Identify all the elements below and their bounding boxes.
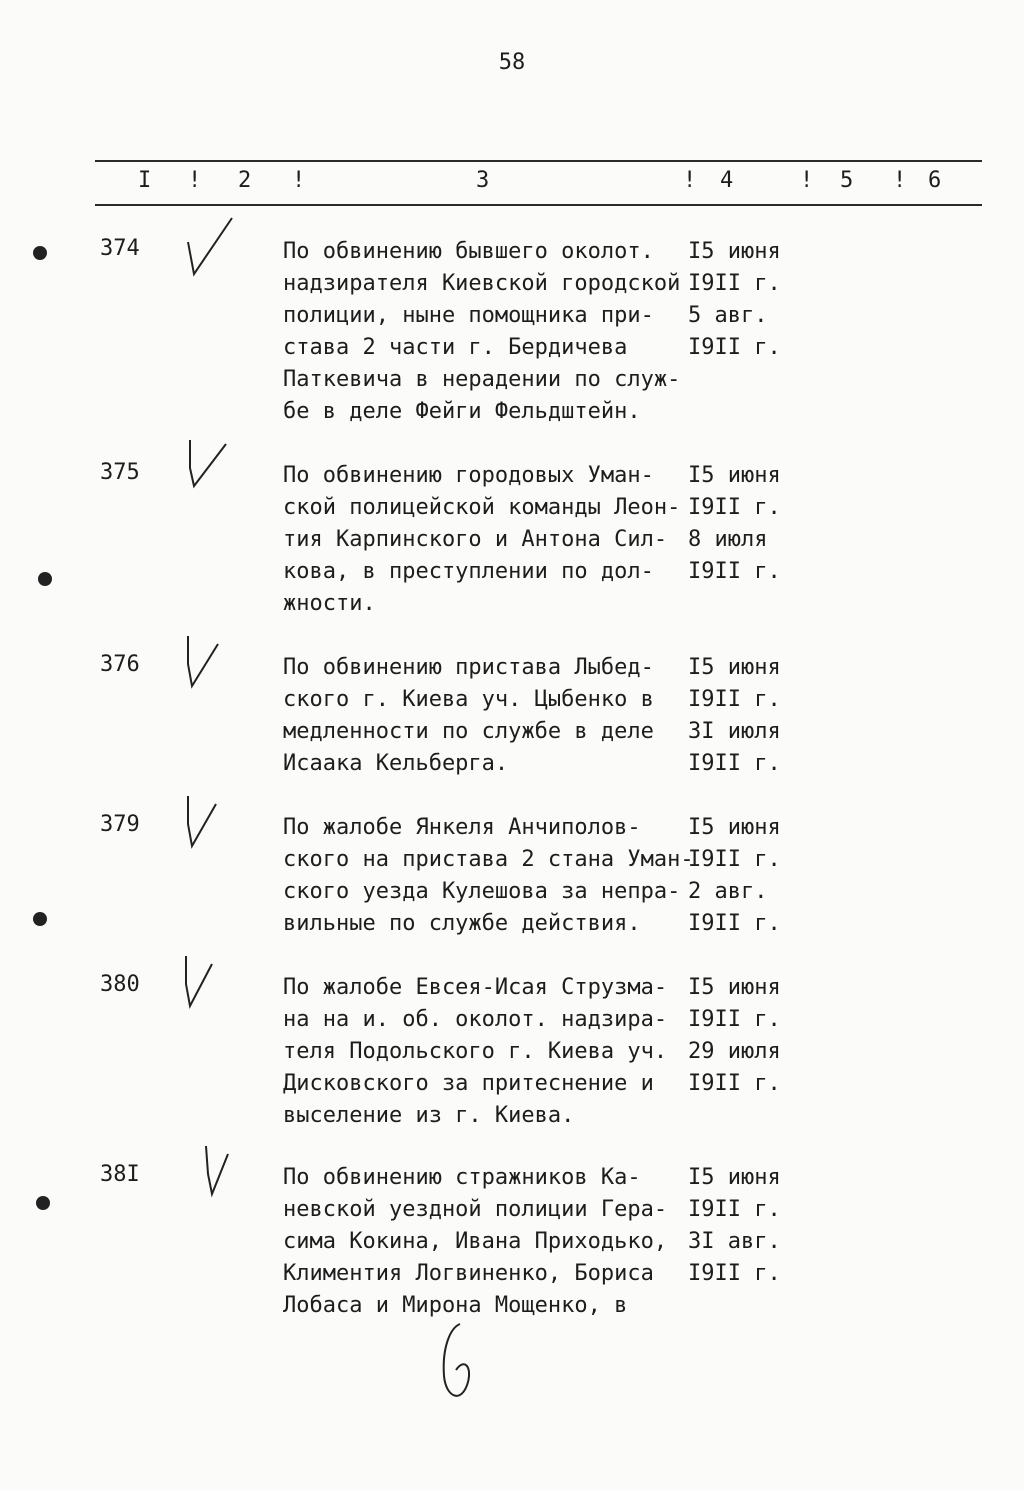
entry-description: [283, 1162, 683, 1322]
entry-dates: [688, 1162, 808, 1290]
check-mark-icon: [180, 438, 236, 508]
entry-dates: [688, 972, 808, 1100]
punch-hole-icon: [38, 572, 52, 586]
date-line: 5 авг.: [688, 303, 768, 328]
description-line: По жалобе Янкеля Анчиполов-: [283, 815, 641, 840]
entry-description: [283, 652, 683, 780]
date-line: I5 июня: [688, 463, 781, 488]
date-line: 3I июля: [688, 719, 781, 744]
entry-dates: [688, 652, 808, 780]
handwritten-folio-mark-icon: [420, 1318, 490, 1408]
description-line: медленности по службе в деле: [283, 719, 654, 744]
entry-description: [283, 812, 694, 940]
date-line: 8 июля: [688, 527, 768, 552]
description-line: жности.: [283, 591, 376, 616]
date-line: I9II г.: [688, 1197, 781, 1222]
description-line: бе в деле Фейги Фельдштейн.: [283, 399, 641, 424]
description-line: Лобаса и Мирона Мощенко, в: [283, 1293, 628, 1318]
description-line: По жалобе Евсея-Исая Струзма-: [283, 975, 668, 1000]
description-line: ского на пристава 2 стана Уман-: [283, 847, 694, 872]
description-line: полиции, ныне помощника при-: [283, 303, 654, 328]
date-line: 2 авг.: [688, 879, 768, 904]
date-line: I9II г.: [688, 1071, 781, 1096]
column-separator: !: [893, 168, 907, 193]
date-line: I5 июня: [688, 975, 781, 1000]
check-mark-icon: [180, 1140, 236, 1210]
description-line: Климентия Логвиненко, Бориса: [283, 1261, 654, 1286]
punch-hole-icon: [36, 1196, 50, 1210]
date-line: I9II г.: [688, 1007, 781, 1032]
description-line: надзирателя Киевской городской: [283, 271, 681, 296]
column-separator: !: [800, 168, 814, 193]
description-line: невской уездной полиции Гера-: [283, 1197, 668, 1222]
header-top-rule: [95, 160, 982, 162]
column-separator: !: [188, 168, 202, 193]
date-line: 3I авг.: [688, 1229, 781, 1254]
column-header-6: 6: [928, 168, 942, 193]
description-line: става 2 части г. Бердичева: [283, 335, 628, 360]
description-line: тия Карпинского и Антона Сил-: [283, 527, 668, 552]
column-header-1: I: [138, 168, 152, 193]
header-bottom-rule: [95, 204, 982, 206]
entry-dates: [688, 236, 808, 364]
description-line: на на и. об. околот. надзира-: [283, 1007, 668, 1032]
entry-number: 38I: [100, 1162, 140, 1187]
entry-number: 376: [100, 652, 140, 677]
entry-number: 379: [100, 812, 140, 837]
entry-dates: [688, 460, 808, 588]
check-mark-icon: [180, 790, 236, 860]
description-line: Исаака Кельберга.: [283, 751, 509, 776]
description-line: ского г. Киева уч. Цыбенко в: [283, 687, 654, 712]
entry-description: [283, 972, 683, 1132]
date-line: I9II г.: [688, 911, 781, 936]
description-line: ской полицейской команды Леон-: [283, 495, 681, 520]
description-line: выселение из г. Киева.: [283, 1103, 575, 1128]
entry-dates: [688, 812, 808, 940]
check-mark-icon: [180, 630, 236, 700]
page-number: 58: [498, 50, 526, 75]
entry-number: 374: [100, 236, 140, 261]
column-separator: !: [292, 168, 306, 193]
description-line: По обвинению городовых Уман-: [283, 463, 654, 488]
entry-description: [283, 460, 683, 620]
date-line: 29 июля: [688, 1039, 781, 1064]
column-header-5: 5: [840, 168, 854, 193]
description-line: вильные по службе действия.: [283, 911, 641, 936]
column-header-2: 2: [238, 168, 252, 193]
description-line: Паткевича в нерадении по служ-: [283, 367, 681, 392]
description-line: сима Кокина, Ивана Приходько,: [283, 1229, 668, 1254]
date-line: I9II г.: [688, 335, 781, 360]
column-header-row: [0, 168, 1024, 198]
date-line: I9II г.: [688, 495, 781, 520]
column-header-3: 3: [476, 168, 490, 193]
entry-description: [283, 236, 683, 428]
check-mark-icon: [180, 214, 236, 284]
date-line: I5 июня: [688, 239, 781, 264]
date-line: I9II г.: [688, 687, 781, 712]
column-header-4: 4: [720, 168, 734, 193]
date-line: I9II г.: [688, 559, 781, 584]
description-line: По обвинению пристава Лыбед-: [283, 655, 654, 680]
description-line: Дисковского за притеснение и: [283, 1071, 654, 1096]
punch-hole-icon: [33, 246, 47, 260]
description-line: ского уезда Кулешова за непра-: [283, 879, 681, 904]
check-mark-icon: [180, 950, 236, 1020]
date-line: I9II г.: [688, 751, 781, 776]
column-separator: !: [683, 168, 697, 193]
description-line: кова, в преступлении по дол-: [283, 559, 654, 584]
date-line: I5 июня: [688, 1165, 781, 1190]
date-line: I5 июня: [688, 815, 781, 840]
description-line: По обвинению стражников Ка-: [283, 1165, 641, 1190]
entry-number: 380: [100, 972, 140, 997]
date-line: I9II г.: [688, 1261, 781, 1286]
date-line: I9II г.: [688, 847, 781, 872]
punch-hole-icon: [33, 912, 47, 926]
description-line: теля Подольского г. Киева уч.: [283, 1039, 668, 1064]
date-line: I5 июня: [688, 655, 781, 680]
description-line: По обвинению бывшего околот.: [283, 239, 654, 264]
entry-number: 375: [100, 460, 140, 485]
date-line: I9II г.: [688, 271, 781, 296]
